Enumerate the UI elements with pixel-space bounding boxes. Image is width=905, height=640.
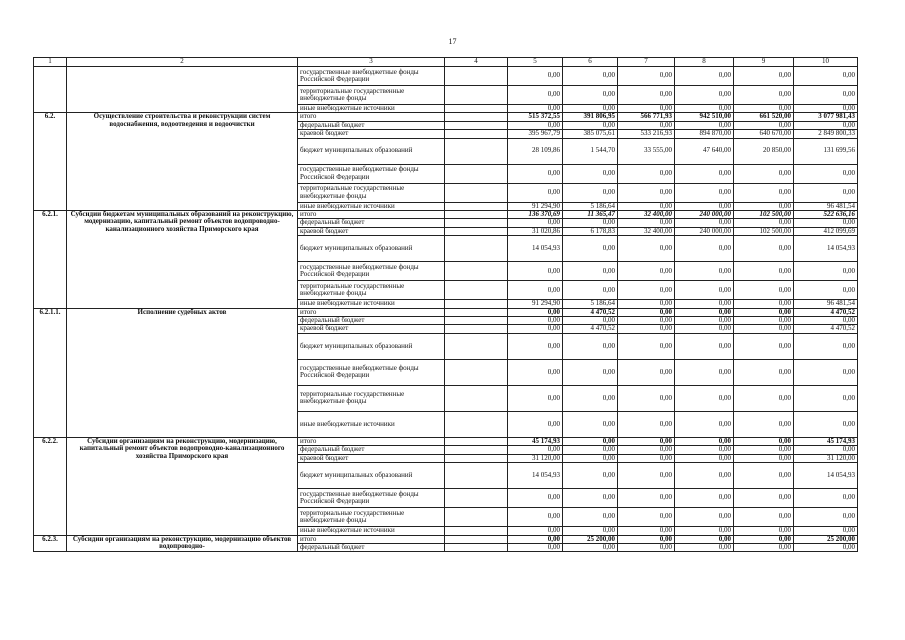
amount-cell: 0,00: [508, 333, 563, 359]
amount-cell: 0,00: [675, 446, 734, 454]
header-cell: 5: [508, 58, 563, 67]
funding-source: бюджет муниципальных образований: [298, 333, 445, 359]
amount-cell: 0,00: [794, 86, 858, 105]
amount-cell: 0,00: [675, 219, 734, 227]
funding-source: бюджет муниципальных образований: [298, 138, 445, 164]
header-cell: 3: [298, 58, 445, 67]
amount-cell: 0,00: [508, 219, 563, 227]
amount-cell: 894 870,00: [675, 130, 734, 138]
header-cell: 6: [563, 58, 618, 67]
amount-cell: 45 174,93: [508, 437, 563, 445]
amount-cell: 0,00: [508, 105, 563, 113]
amount-cell: 0,00: [618, 317, 675, 325]
amount-cell: 395 967,79: [508, 130, 563, 138]
empty-cell: [445, 130, 508, 138]
amount-cell: 0,00: [675, 463, 734, 489]
funding-source: итого: [298, 437, 445, 445]
amount-cell: 0,00: [563, 333, 618, 359]
funding-source: государственные внебюджетные фонды Российской Федерации: [298, 359, 445, 385]
amount-cell: 0,00: [794, 121, 858, 129]
amount-cell: 4 470,52: [794, 308, 858, 316]
amount-cell: 0,00: [734, 535, 794, 543]
amount-cell: 0,00: [618, 86, 675, 105]
amount-cell: 0,00: [734, 281, 794, 300]
amount-cell: 533 216,93: [618, 130, 675, 138]
amount-cell: 0,00: [734, 446, 794, 454]
amount-cell: 0,00: [618, 359, 675, 385]
funding-source: иные внебюджетные источники: [298, 411, 445, 437]
amount-cell: 0,00: [794, 359, 858, 385]
amount-cell: 0,00: [508, 317, 563, 325]
amount-cell: 0,00: [618, 202, 675, 210]
amount-cell: 45 174,93: [794, 437, 858, 445]
page-number: 17: [448, 37, 457, 46]
amount-cell: 0,00: [508, 508, 563, 527]
amount-cell: 0,00: [618, 437, 675, 445]
amount-cell: 5 186,64: [563, 202, 618, 210]
empty-cell: [445, 308, 508, 316]
amount-cell: 0,00: [794, 219, 858, 227]
row-title: Субсидии организациям на реконструкцию, модернизацию объектов водопроводно-: [67, 535, 298, 552]
amount-cell: 0,00: [734, 437, 794, 445]
amount-cell: 0,00: [618, 121, 675, 129]
amount-cell: 4 470,52: [563, 308, 618, 316]
amount-cell: 0,00: [508, 325, 563, 333]
amount-cell: 0,00: [618, 489, 675, 508]
amount-cell: 0,00: [675, 300, 734, 308]
empty-cell: [445, 86, 508, 105]
amount-cell: 0,00: [618, 333, 675, 359]
empty-cell: [445, 227, 508, 235]
amount-cell: 0,00: [618, 411, 675, 437]
amount-cell: 0,00: [734, 317, 794, 325]
amount-cell: 0,00: [794, 105, 858, 113]
empty-cell: [445, 236, 508, 262]
amount-cell: 0,00: [618, 508, 675, 527]
amount-cell: 0,00: [734, 121, 794, 129]
funding-source: краевой бюджет: [298, 130, 445, 138]
amount-cell: 0,00: [508, 385, 563, 411]
amount-cell: 0,00: [734, 543, 794, 551]
empty-cell: [445, 300, 508, 308]
header-cell: 9: [734, 58, 794, 67]
amount-cell: 0,00: [675, 359, 734, 385]
amount-cell: 0,00: [675, 164, 734, 183]
empty-cell: [445, 385, 508, 411]
empty-cell: [445, 183, 508, 202]
amount-cell: 96 481,54: [794, 202, 858, 210]
funding-source: федеральный бюджет: [298, 446, 445, 454]
amount-cell: 0,00: [508, 411, 563, 437]
funding-source: территориальные государственные внебюджетные фонды: [298, 183, 445, 202]
amount-cell: 0,00: [563, 236, 618, 262]
row-title: [67, 67, 298, 113]
amount-cell: 0,00: [563, 86, 618, 105]
empty-cell: [445, 67, 508, 86]
amount-cell: 0,00: [675, 437, 734, 445]
amount-cell: 0,00: [675, 308, 734, 316]
amount-cell: 31 020,86: [508, 227, 563, 235]
amount-cell: 0,00: [675, 202, 734, 210]
funding-source: иные внебюджетные источники: [298, 202, 445, 210]
amount-cell: 0,00: [618, 463, 675, 489]
amount-cell: 0,00: [508, 489, 563, 508]
funding-source: федеральный бюджет: [298, 121, 445, 129]
amount-cell: 0,00: [563, 317, 618, 325]
empty-cell: [445, 138, 508, 164]
amount-cell: 566 771,93: [618, 113, 675, 121]
empty-cell: [445, 113, 508, 121]
amount-cell: 47 640,00: [675, 138, 734, 164]
row-title: Субсидии бюджетам муниципальных образований на реконструкцию, модернизацию, капитальный ремонт объектов водопроводно-канализационного хозяйства Приморского края: [67, 211, 298, 309]
table-row: [34, 437, 858, 445]
empty-cell: [445, 105, 508, 113]
amount-cell: 0,00: [508, 121, 563, 129]
amount-cell: 0,00: [794, 489, 858, 508]
row-title: Субсидии организациям на реконструкцию, модернизацию, капитальный ремонт объектов водопроводно-канализационного хозяйства Приморского края: [67, 437, 298, 535]
amount-cell: 0,00: [618, 308, 675, 316]
table-row: [34, 211, 858, 219]
funding-source: бюджет муниципальных образований: [298, 463, 445, 489]
amount-cell: 0,00: [675, 325, 734, 333]
empty-cell: [445, 527, 508, 535]
empty-cell: [445, 508, 508, 527]
amount-cell: 4 470,52: [794, 325, 858, 333]
amount-cell: 0,00: [794, 281, 858, 300]
empty-cell: [445, 543, 508, 551]
amount-cell: 0,00: [734, 463, 794, 489]
empty-cell: [445, 411, 508, 437]
amount-cell: 0,00: [618, 236, 675, 262]
amount-cell: 0,00: [508, 359, 563, 385]
table-row: [34, 67, 858, 86]
empty-cell: [445, 164, 508, 183]
amount-cell: 0,00: [734, 202, 794, 210]
amount-cell: 0,00: [675, 262, 734, 281]
amount-cell: 0,00: [734, 262, 794, 281]
amount-cell: 0,00: [675, 489, 734, 508]
amount-cell: 0,00: [734, 164, 794, 183]
funding-source: территориальные государственные внебюджетные фонды: [298, 385, 445, 411]
amount-cell: 0,00: [618, 281, 675, 300]
amount-cell: 0,00: [734, 325, 794, 333]
amount-cell: 0,00: [563, 489, 618, 508]
amount-cell: 0,00: [794, 446, 858, 454]
table-row: [34, 308, 858, 316]
amount-cell: 240 000,00: [675, 227, 734, 235]
empty-cell: [445, 359, 508, 385]
amount-cell: 0,00: [618, 385, 675, 411]
amount-cell: 0,00: [734, 236, 794, 262]
amount-cell: 522 636,16: [794, 211, 858, 219]
amount-cell: 0,00: [563, 446, 618, 454]
amount-cell: 0,00: [618, 183, 675, 202]
amount-cell: 102 500,00: [734, 227, 794, 235]
amount-cell: 25 200,00: [794, 535, 858, 543]
amount-cell: 412 099,69: [794, 227, 858, 235]
amount-cell: 0,00: [794, 262, 858, 281]
funding-source: итого: [298, 211, 445, 219]
empty-cell: [445, 121, 508, 129]
header-cell: 7: [618, 58, 675, 67]
amount-cell: 0,00: [508, 535, 563, 543]
amount-cell: 91 294,90: [508, 202, 563, 210]
amount-cell: 28 109,86: [508, 138, 563, 164]
amount-cell: 31 120,00: [508, 454, 563, 462]
amount-cell: 0,00: [794, 333, 858, 359]
amount-cell: 0,00: [675, 508, 734, 527]
amount-cell: 14 054,93: [794, 236, 858, 262]
amount-cell: 31 120,00: [794, 454, 858, 462]
amount-cell: 0,00: [508, 543, 563, 551]
amount-cell: 0,00: [563, 183, 618, 202]
amount-cell: 0,00: [618, 325, 675, 333]
amount-cell: 0,00: [508, 527, 563, 535]
amount-cell: 0,00: [618, 300, 675, 308]
header-cell: 2: [67, 58, 298, 67]
header-cell: 10: [794, 58, 858, 67]
amount-cell: 0,00: [675, 183, 734, 202]
amount-cell: 14 054,93: [508, 463, 563, 489]
amount-cell: 91 294,90: [508, 300, 563, 308]
row-code: 6.2.3.: [34, 535, 67, 552]
amount-cell: 0,00: [563, 508, 618, 527]
row-title: Исполнение судебных актов: [67, 308, 298, 437]
amount-cell: 0,00: [675, 385, 734, 411]
empty-cell: [445, 281, 508, 300]
amount-cell: 0,00: [618, 105, 675, 113]
amount-cell: 0,00: [618, 446, 675, 454]
funding-source: государственные внебюджетные фонды Российской Федерации: [298, 164, 445, 183]
amount-cell: 4 470,52: [563, 325, 618, 333]
empty-cell: [445, 454, 508, 462]
table-row: [34, 535, 858, 543]
row-code: 6.2.1.1.: [34, 308, 67, 437]
row-code: 6.2.1.: [34, 211, 67, 309]
amount-cell: 385 075,61: [563, 130, 618, 138]
amount-cell: 0,00: [563, 463, 618, 489]
amount-cell: 0,00: [675, 236, 734, 262]
amount-cell: 0,00: [734, 219, 794, 227]
amount-cell: 391 806,95: [563, 113, 618, 121]
amount-cell: 515 372,55: [508, 113, 563, 121]
funding-source: краевой бюджет: [298, 325, 445, 333]
empty-cell: [445, 333, 508, 359]
empty-cell: [445, 325, 508, 333]
amount-cell: 0,00: [734, 527, 794, 535]
amount-cell: 0,00: [734, 105, 794, 113]
amount-cell: 0,00: [734, 183, 794, 202]
funding-source: федеральный бюджет: [298, 543, 445, 551]
amount-cell: 0,00: [675, 535, 734, 543]
amount-cell: 0,00: [563, 105, 618, 113]
table-row: [34, 113, 858, 121]
amount-cell: 0,00: [675, 317, 734, 325]
amount-cell: 0,00: [618, 67, 675, 86]
amount-cell: 0,00: [508, 308, 563, 316]
amount-cell: 0,00: [794, 164, 858, 183]
header-row: [34, 58, 858, 67]
amount-cell: 0,00: [675, 527, 734, 535]
amount-cell: 3 077 981,43: [794, 113, 858, 121]
amount-cell: 0,00: [794, 543, 858, 551]
funding-source: государственные внебюджетные фонды Российской Федерации: [298, 489, 445, 508]
funding-source: иные внебюджетные источники: [298, 105, 445, 113]
amount-cell: 0,00: [734, 300, 794, 308]
header-cell: 8: [675, 58, 734, 67]
funding-source: краевой бюджет: [298, 454, 445, 462]
amount-cell: 0,00: [794, 67, 858, 86]
amount-cell: 32 400,00: [618, 227, 675, 235]
amount-cell: 0,00: [563, 454, 618, 462]
amount-cell: 131 699,56: [794, 138, 858, 164]
amount-cell: 0,00: [734, 489, 794, 508]
amount-cell: 0,00: [734, 86, 794, 105]
amount-cell: 0,00: [675, 411, 734, 437]
amount-cell: 0,00: [563, 67, 618, 86]
amount-cell: 0,00: [508, 446, 563, 454]
amount-cell: 0,00: [563, 543, 618, 551]
amount-cell: 0,00: [508, 183, 563, 202]
amount-cell: 0,00: [508, 281, 563, 300]
empty-cell: [445, 317, 508, 325]
empty-cell: [445, 437, 508, 445]
funding-source: иные внебюджетные источники: [298, 300, 445, 308]
funding-source: территориальные государственные внебюджетные фонды: [298, 86, 445, 105]
amount-cell: 640 670,00: [734, 130, 794, 138]
empty-cell: [445, 219, 508, 227]
empty-cell: [445, 446, 508, 454]
amount-cell: 0,00: [675, 333, 734, 359]
amount-cell: 0,00: [675, 121, 734, 129]
amount-cell: 0,00: [618, 164, 675, 183]
amount-cell: 0,00: [618, 262, 675, 281]
amount-cell: 0,00: [508, 86, 563, 105]
amount-cell: 6 178,83: [563, 227, 618, 235]
amount-cell: 0,00: [734, 508, 794, 527]
amount-cell: 661 520,00: [734, 113, 794, 121]
funding-source: федеральный бюджет: [298, 219, 445, 227]
funding-source: иные внебюджетные источники: [298, 527, 445, 535]
amount-cell: 0,00: [563, 411, 618, 437]
amount-cell: 0,00: [675, 67, 734, 86]
amount-cell: 0,00: [794, 411, 858, 437]
amount-cell: 0,00: [734, 308, 794, 316]
funding-source: территориальные государственные внебюджетные фонды: [298, 508, 445, 527]
funding-source: итого: [298, 535, 445, 543]
amount-cell: 0,00: [675, 105, 734, 113]
amount-cell: 0,00: [563, 359, 618, 385]
header-cell: 4: [445, 58, 508, 67]
amount-cell: 0,00: [675, 86, 734, 105]
amount-cell: 0,00: [618, 219, 675, 227]
amount-cell: 5 186,64: [563, 300, 618, 308]
funding-source: итого: [298, 308, 445, 316]
empty-cell: [445, 262, 508, 281]
amount-cell: 0,00: [618, 527, 675, 535]
row-code: [34, 67, 67, 113]
funding-source: государственные внебюджетные фонды Российской Федерации: [298, 67, 445, 86]
amount-cell: 0,00: [563, 437, 618, 445]
funding-source: бюджет муниципальных образований: [298, 236, 445, 262]
row-code: 6.2.2.: [34, 437, 67, 535]
amount-cell: 0,00: [508, 164, 563, 183]
amount-cell: 0,00: [794, 317, 858, 325]
amount-cell: 14 054,93: [508, 236, 563, 262]
amount-cell: 0,00: [563, 219, 618, 227]
amount-cell: 0,00: [563, 281, 618, 300]
amount-cell: 11 365,47: [563, 211, 618, 219]
amount-cell: 33 555,00: [618, 138, 675, 164]
amount-cell: 240 000,00: [675, 211, 734, 219]
amount-cell: 0,00: [563, 385, 618, 411]
amount-cell: 0,00: [563, 262, 618, 281]
amount-cell: 0,00: [563, 121, 618, 129]
amount-cell: 0,00: [794, 183, 858, 202]
amount-cell: 0,00: [508, 262, 563, 281]
amount-cell: 0,00: [618, 543, 675, 551]
amount-cell: 0,00: [734, 333, 794, 359]
funding-source: итого: [298, 113, 445, 121]
amount-cell: 136 370,69: [508, 211, 563, 219]
empty-cell: [445, 211, 508, 219]
row-code: 6.2.: [34, 113, 67, 211]
amount-cell: 96 481,54: [794, 300, 858, 308]
amount-cell: 1 544,70: [563, 138, 618, 164]
amount-cell: 0,00: [618, 454, 675, 462]
amount-cell: 0,00: [675, 543, 734, 551]
amount-cell: 942 510,00: [675, 113, 734, 121]
funding-source: территориальные государственные внебюджетные фонды: [298, 281, 445, 300]
funding-source: краевой бюджет: [298, 227, 445, 235]
amount-cell: 0,00: [734, 359, 794, 385]
row-title: Осуществление строительства и реконструкции систем водоснабжения, водоотведения и водоочистки: [67, 113, 298, 211]
amount-cell: 102 500,00: [734, 211, 794, 219]
budget-table: [33, 57, 858, 552]
amount-cell: 32 400,00: [618, 211, 675, 219]
amount-cell: 0,00: [618, 535, 675, 543]
amount-cell: 0,00: [794, 527, 858, 535]
amount-cell: 0,00: [794, 508, 858, 527]
amount-cell: 0,00: [563, 527, 618, 535]
funding-source: государственные внебюджетные фонды Российской Федерации: [298, 262, 445, 281]
amount-cell: 25 200,00: [563, 535, 618, 543]
amount-cell: 14 054,93: [794, 463, 858, 489]
empty-cell: [445, 463, 508, 489]
empty-cell: [445, 202, 508, 210]
amount-cell: 20 850,00: [734, 138, 794, 164]
amount-cell: 0,00: [563, 164, 618, 183]
amount-cell: 0,00: [734, 411, 794, 437]
funding-source: федеральный бюджет: [298, 317, 445, 325]
amount-cell: 0,00: [675, 281, 734, 300]
amount-cell: 0,00: [734, 385, 794, 411]
empty-cell: [445, 535, 508, 543]
amount-cell: 2 849 800,33: [794, 130, 858, 138]
amount-cell: 0,00: [508, 67, 563, 86]
amount-cell: 0,00: [794, 385, 858, 411]
amount-cell: 0,00: [734, 67, 794, 86]
header-cell: 1: [34, 58, 67, 67]
amount-cell: 0,00: [734, 454, 794, 462]
empty-cell: [445, 489, 508, 508]
amount-cell: 0,00: [675, 454, 734, 462]
